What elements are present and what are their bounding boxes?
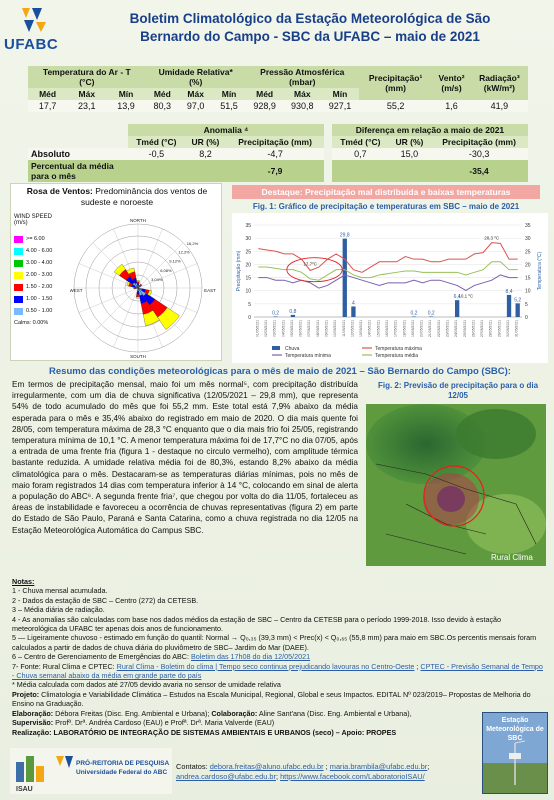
wind-legend-swatch (14, 272, 23, 279)
summary-subheader-1: Máx (67, 88, 106, 100)
anomaly-value-0-1: 8,2 (185, 148, 227, 160)
legend-label-2: Temperatura mínima (285, 353, 331, 359)
summary-value-7: 930,8 (283, 100, 321, 112)
note-star: * Média calculada com dados até 27/05 devido avaria no sensor de umidade relativa (12, 680, 281, 690)
anomaly-label: Anomalia ⁴ (128, 124, 324, 136)
rose-west-label: WEST (70, 288, 83, 293)
temp-line-0 (258, 243, 517, 273)
email-maria[interactable]: maria.brambila@ufabc.edu.br (329, 762, 428, 771)
ufabc-logo (4, 6, 60, 56)
x-tick-10: 11/05/2021 (341, 320, 346, 337)
rose-ring-label-4: 3,04% (151, 276, 163, 282)
anomaly-subheader-row (28, 136, 528, 148)
x-tick-0: 01/05/2021 (255, 320, 260, 337)
rose-south-label: SOUTH (130, 354, 146, 359)
project-label: Projeto: (12, 689, 40, 699)
x-tick-27: 28/05/2021 (488, 320, 493, 337)
diff-value-0-2: -30,3 (430, 148, 528, 160)
project-text: Climatologia e Variabilidade Climática – Estudos na Escala Municipal, Regional, Global e seus Impactos. EDITAL Nº 023/2019– Propostas de Melhoria do Ensino na Graduação. (12, 689, 531, 709)
anomaly-row-absolute (28, 148, 528, 160)
summary-subheader-2: Mín (106, 88, 145, 100)
x-tick-2: 03/05/2021 (272, 320, 277, 337)
tmax-annotation: 17,7ºC (303, 261, 318, 267)
x-tick-19: 20/05/2021 (419, 320, 424, 337)
contacts-label: Contatos: (176, 762, 210, 771)
x-tick-26: 27/05/2021 (480, 320, 485, 337)
y-right-title: Temperatura (°C) (537, 251, 543, 291)
wind-legend-swatch (14, 284, 23, 291)
legend-title-l1: WIND SPEED (14, 214, 53, 220)
sup-text: Profª. Drª. Andréa Cardoso (EAU) e Profª. Drª. Maria Valverde (EAU) (53, 718, 275, 728)
note-6-text: 6 – Centro de Gerenciamento de Emergências do ABC: (12, 652, 191, 662)
x-tick-29: 30/05/2021 (506, 320, 511, 337)
summary-wind: 1,6 (432, 100, 470, 112)
summary-subheader-0: Méd (28, 88, 67, 100)
precip-bar-4 (291, 315, 295, 317)
wind-legend-label: 4.00 - 6.00 (26, 248, 53, 254)
title-line-2: Bernardo do Campo - SBC da UFABC – maio de 2021 (140, 29, 480, 44)
anomaly-value-0-2: -4,7 (226, 148, 324, 160)
diff-label: Diferença em relação a maio de 2021 (332, 124, 528, 136)
anomaly-header-row (28, 124, 528, 136)
y-left-tick-35: 35 (245, 223, 251, 229)
summary-header-l1: Pressão Atmosférica (260, 67, 345, 77)
wind-legend-label: 3.00 - 4.00 (26, 260, 53, 266)
note-7-link-1[interactable]: Rural Clima - Boletim do clima | Tempo seco continua prejudicando lavouras no Centro-Oeste (116, 661, 415, 671)
legend-label-3: Temperatura média (375, 353, 419, 359)
y-left-tick-15: 15 (245, 275, 251, 282)
note-3: 3 – Média diária de radiação. (12, 605, 105, 615)
x-tick-5: 06/05/2021 (298, 320, 303, 337)
anomaly-sub-gap (324, 136, 332, 148)
wind-rose-title (12, 186, 222, 208)
summary-header-l2: (mm) (385, 83, 406, 93)
anomaly-row-percent (28, 160, 528, 182)
notes-section (12, 577, 546, 737)
summary-header-l2: (°C) (79, 77, 95, 87)
anomaly-gap-1 (324, 160, 332, 182)
propes-line-2: Universidade Federal do ABC (76, 769, 168, 776)
wind-legend-label: 2.00 - 3.00 (26, 272, 53, 278)
y-right-tick-15: 15 (525, 275, 531, 282)
x-tick-17: 18/05/2021 (402, 320, 407, 337)
wind-legend-item (14, 305, 52, 317)
wind-legend-item (14, 245, 52, 257)
summary-values-row (28, 100, 528, 112)
precip-bar-20 (429, 316, 433, 317)
facebook-link[interactable]: https://www.facebook.com/LaboratorioISAU/ (280, 772, 425, 781)
rose-ring-label-0: 16,2% (186, 241, 199, 247)
x-tick-14: 15/05/2021 (376, 320, 381, 337)
x-tick-11: 12/05/2021 (350, 320, 355, 337)
summary-subheader-6: Méd (246, 88, 284, 100)
summary-precip: 55,2 (359, 100, 433, 112)
x-tick-18: 19/05/2021 (410, 320, 415, 337)
propes-line-1: PRÓ-REITORIA DE PESQUISA (76, 760, 170, 767)
fig2-forecast-map (366, 404, 546, 566)
summary-header-row (28, 66, 528, 88)
wind-calms: Calms: 0.00% (14, 320, 49, 326)
title-line-1: Boletim Climatológico da Estação Meteorológica de São (129, 11, 491, 26)
bar-data-label-7: 8,4 (505, 288, 513, 295)
station-label: Estação Meteorológica de SBC (486, 717, 544, 742)
x-tick-13: 14/05/2021 (367, 320, 372, 337)
summary-header-l2: (mbar) (289, 77, 316, 87)
bar-data-label-3: 4 (352, 300, 355, 307)
summary-header-1 (146, 66, 246, 88)
summary-radiation: 41,9 (471, 100, 528, 112)
summary-subheader-5: Mín (212, 88, 245, 100)
note-1: 1 - Chuva mensal acumulada. (12, 586, 108, 596)
note-4: 4 - As anomalias são calculadas com base nos dados médios da estação de SBC – Centro da CETESB para o período 1999-2018. Isso devido à estação meteorológica da UFABC ter apenas dois anos de funcionamento. (12, 614, 502, 634)
summary-header-l2: (%) (189, 77, 203, 87)
anomaly-sub-blank (28, 136, 128, 148)
y-right-tick-10: 10 (525, 288, 531, 295)
bar-data-label-8: 5,2 (514, 297, 522, 304)
wind-legend-swatch (14, 308, 23, 315)
wind-legend-label: 0.50 - 1.00 (26, 308, 53, 314)
project-line (12, 690, 546, 709)
wind-rose-title-rest: Predominância dos ventos de sudeste e noroeste (80, 186, 208, 207)
summary-subheader-7: Máx (283, 88, 321, 100)
precip-bar-30 (516, 303, 520, 317)
colab-label: Colaboração: (211, 708, 258, 718)
precip-highlight-banner: Destaque: Precipitação mal distribuída e baixas temperaturas (232, 185, 540, 199)
wind-legend-label: 1.00 - 1.50 (26, 296, 53, 302)
email-debora[interactable]: debora.freitas@aluno.ufabc.edu.br (209, 762, 324, 771)
x-tick-1: 02/05/2021 (263, 320, 268, 337)
summary-value-6: 928,9 (246, 100, 284, 112)
contacts (176, 762, 478, 782)
contacts-sep-1: ; (323, 762, 330, 771)
rose-ring-label-3: 6,08% (160, 267, 172, 273)
ufabc-logo-icon (16, 6, 50, 34)
summary-header-l1: Umidade Relativa* (158, 67, 233, 77)
x-tick-7: 08/05/2021 (315, 320, 320, 337)
fig1-title: Fig. 1: Gráfico de precipitação e temperaturas em SBC – maio de 2021 (252, 202, 520, 211)
diff-value-1-0 (332, 160, 389, 182)
diff-value-0-1: 15,0 (389, 148, 431, 160)
sup-line (12, 718, 546, 727)
x-tick-22: 23/05/2021 (445, 320, 450, 337)
tpeak-annotation: 28,3 ºC (484, 235, 500, 241)
note-2: 2 - Dados da estação de SBC – Centro (272) da CETESB. (12, 595, 199, 605)
y-right-tick-35: 35 (525, 223, 531, 229)
anomaly-row-label-1: Percentual da média para o mês (28, 160, 128, 182)
footer-logos (10, 748, 172, 794)
wind-speed-legend-title (14, 214, 52, 226)
logo-text: UFABC (4, 36, 59, 53)
y-right-tick-20: 20 (525, 262, 531, 269)
anomaly-value-1-0 (128, 160, 185, 182)
bar-data-label-1: 0,8 (289, 308, 297, 315)
summary-title: Resumo das condições meteorológicas para o mês de maio de 2021 – São Bernardo do Campo (SBC): (49, 366, 511, 377)
summary-header-2 (246, 66, 359, 88)
summary-header-l1: Radiação³ (479, 73, 520, 83)
note-6-link[interactable]: Boletim das 17h08 do dia 12/05/2021 (191, 652, 311, 662)
bar-data-label-5: 0,2 (427, 310, 435, 317)
wind-legend-swatch (14, 236, 23, 243)
x-tick-8: 09/05/2021 (324, 320, 329, 337)
wind-legend-label: >= 6.00 (26, 236, 45, 242)
precip-bar-11 (351, 306, 355, 317)
summary-value-0: 17,7 (28, 100, 67, 112)
sup-label: Supervisão: (12, 718, 54, 728)
x-tick-30: 31/05/2021 (514, 320, 519, 337)
rose-ring-label-1: 12,2% (178, 249, 190, 255)
bar-data-label-6: 6,4 (453, 294, 461, 301)
x-tick-6: 07/05/2021 (307, 320, 312, 337)
y-left-tick-25: 25 (245, 249, 251, 256)
anomaly-col-0: Tméd (°C) (128, 136, 185, 148)
tmin-annotation: 10,1 ºC (458, 293, 474, 299)
y-left-tick-20: 20 (245, 262, 251, 269)
page-title (70, 10, 550, 46)
x-tick-15: 16/05/2021 (385, 320, 389, 337)
contacts-sep-3: ; (275, 772, 281, 781)
y-right-tick-25: 25 (525, 249, 531, 256)
wind-legend-item (14, 269, 52, 281)
wind-legend-swatch (14, 248, 23, 255)
y-right-tick-0: 0 (525, 315, 528, 321)
summary-value-4: 97,0 (179, 100, 212, 112)
anomaly-col-1: UR (%) (185, 136, 227, 148)
note-7-prefix: 7- Fonte: Rural Clima e CPTEC: (12, 661, 117, 671)
wind-legend-item (14, 233, 52, 245)
bar-data-label-0: 0,2 (272, 310, 280, 317)
precip-bar-2 (273, 316, 277, 317)
anomaly-value-1-2: -7,9 (226, 160, 324, 182)
summary-value-2: 13,9 (106, 100, 145, 112)
elab-line (12, 709, 546, 718)
y-left-tick-10: 10 (245, 288, 251, 295)
wind-rose-title-bold: Rosa de Ventos: (26, 186, 93, 196)
summary-header-3 (359, 66, 433, 100)
x-tick-4: 05/05/2021 (289, 320, 294, 337)
x-tick-3: 04/05/2021 (281, 320, 286, 337)
x-tick-28: 29/05/2021 (497, 320, 502, 337)
anomaly-value-0-0: -0,5 (128, 148, 185, 160)
colab-text: Aline Sant'ana (Disc. Eng. Ambiental e Urbana), (257, 708, 412, 718)
x-tick-21: 22/05/2021 (436, 320, 441, 337)
x-tick-23: 24/05/2021 (454, 320, 459, 337)
temp-line-1 (258, 275, 517, 291)
note-7-sep: ; (414, 661, 421, 671)
summary-table (28, 66, 528, 112)
x-tick-9: 10/05/2021 (333, 320, 338, 337)
fig2-title: Fig. 2: Previsão de precipitação para o dia 12/05 (377, 381, 539, 400)
note-7-link-2[interactable]: CPTEC - Previsão Semanal de Tempo - Chuva semanal abaixo da média em grande parte do país (12, 661, 543, 681)
x-tick-24: 25/05/2021 (462, 320, 467, 337)
real-label: Realização: (12, 727, 52, 737)
anomaly-value-1-1 (185, 160, 227, 182)
precip-bar-18 (412, 316, 416, 317)
diff-value-1-1 (389, 160, 431, 182)
summary-subheader-4: Máx (179, 88, 212, 100)
x-tick-20: 21/05/2021 (428, 320, 433, 337)
note-5: 5 — Ligeiramente chuvoso - estimado em função do quantil: Normal → Q₀,₃₅ (39,3 mm) < Prec(x) < Q₀,₆₅ (55,8 mm) para maio em SBC.Os percentis mensais foram calculados a partir de dados de chuva diária do pluviômetro de SBC– Jardim do Mar (DAEE). (12, 633, 537, 652)
note-7 (12, 662, 546, 681)
wind-speed-legend (14, 233, 52, 326)
summary-header-l1: Precipitação¹ (368, 73, 423, 83)
rose-east-label: EAST (204, 288, 216, 293)
anomaly-col-2: Precipitação (mm) (226, 136, 324, 148)
y-right-tick-30: 30 (525, 236, 531, 243)
legend-swatch-0 (272, 346, 280, 350)
diff-value-1-2: -35,4 (430, 160, 528, 182)
elab-label: Elaboração: (12, 708, 54, 718)
precip-bar-23 (455, 300, 459, 317)
contacts-sep-2: ; (427, 762, 430, 771)
bar-data-label-4: 0,2 (410, 310, 418, 317)
wind-legend-swatch (14, 260, 23, 267)
legend-title-l2: (m/s) (14, 220, 28, 226)
precip-bar-10 (343, 239, 347, 317)
summary-header-5 (471, 66, 528, 100)
summary-header-l1: Temperatura do Ar - T (42, 67, 131, 77)
real-line (12, 728, 546, 737)
isau-label: ISAU (16, 786, 33, 793)
bar-data-label-2: 29,8 (339, 232, 350, 239)
summary-text: Em termos de precipitação mensal, maio foi um mês normal⁵, com precipitação distribuída irregularmente, com um dia de chuva significativa (12/05/2021 – 29,8 mm), que representa 54% de todo acumulado do mês que foi 55,2 mm. Este total está 7,9% abaixo da média esperada para o mês e 35,4% abaixo do registrado em maio de 2020. O dia mais quente foi 28/05, com temperatura máxima de 28,3 °C enquanto que o dia mais frio foi 25/05, registrando temperatura mínima de 10,1 °C. A menor temperatura máxima foi de 17,7°C no dia 07/05, após a entrada de uma frente fria (figura 1 - destaque no circulo vermelho), com amplitude térmica bastante reduzida. A umidade relativa média foi de 80,3%, estando 8,2% abaixo da média climatológica para o mês. Destacaram-se as temperaturas diárias mínimas, pois no mês de maio foram registrados 14 dias com temperatura inferior à 14 °C, colocando em sinal de alerta a população do ABC⁶. A segunda frente fria⁷, que chegou por volta do dia 11/05, fortaleceu as áreas de instabilidade e favoreceu a ocorrência de chuvas representativas (figura 2) em parte do Estado de São Paulo, Paraná e Santa Catarina, como a chuva registrada no dia 12/05 na Estação Meteorológica Automática do Campus SBC. (12, 380, 358, 535)
header (0, 0, 554, 62)
y-left-tick-5: 5 (248, 301, 251, 308)
fig1-chart (232, 213, 548, 363)
summary-header-l2: (m/s) (441, 83, 462, 93)
rose-north-label: NORTH (130, 218, 146, 223)
wind-rose-chart (70, 212, 220, 360)
y-left-title: Precipitação (mm) (236, 250, 242, 292)
summary-value-8: 927,1 (321, 100, 359, 112)
x-tick-25: 26/05/2021 (471, 320, 476, 337)
summary-header-l1: Vento² (438, 73, 465, 83)
summary-header-4 (432, 66, 470, 100)
anomaly-gap-0 (324, 148, 332, 160)
note-6 (12, 652, 546, 661)
legend-label-1: Temperatura máxima (375, 346, 422, 352)
summary-value-3: 80,3 (146, 100, 179, 112)
summary-value-1: 23,1 (67, 100, 106, 112)
diff-col-1: UR (%) (389, 136, 431, 148)
diff-col-2: Precipitação (mm) (430, 136, 528, 148)
anomaly-row-label-0: Absoluto (28, 148, 128, 160)
y-right-tick-5: 5 (525, 301, 528, 308)
map-credit: Rural Clima (491, 553, 533, 562)
wind-legend-swatch (14, 296, 23, 303)
elab-text: Débora Freitas (Disc. Eng. Ambiental e Urbana); (53, 708, 212, 718)
legend-label-0: Chuva (285, 346, 300, 352)
wind-legend-item (14, 293, 52, 305)
summary-header-l2: (kW/m²) (483, 83, 515, 93)
x-tick-16: 17/05/2021 (393, 320, 398, 337)
notes-heading: Notas: (12, 577, 35, 586)
wind-legend-item (14, 257, 52, 269)
rose-ring-label-2: 9,12% (169, 258, 181, 264)
summary-value-5: 51,5 (212, 100, 245, 112)
x-tick-12: 13/05/2021 (359, 320, 364, 337)
y-left-tick-30: 30 (245, 236, 251, 243)
anomaly-table (28, 124, 528, 182)
email-andrea[interactable]: andrea.cardoso@ufabc.edu.br (176, 772, 276, 781)
precip-bar-29 (507, 295, 511, 317)
real-text: LABORATÓRIO DE INTEGRAÇÃO DE SISTEMAS AMBIENTAIS E URBANOS (seco) – Apoio: PROPES (51, 727, 397, 737)
summary-subheader-8: Mín (321, 88, 359, 100)
summary-subheader-3: Méd (146, 88, 179, 100)
summary-header-0 (28, 66, 146, 88)
wind-legend-label: 1.50 - 2.00 (26, 284, 53, 290)
wind-legend-item (14, 281, 52, 293)
diff-value-0-0: 0,7 (332, 148, 389, 160)
diff-col-0: Tméd (°C) (332, 136, 389, 148)
y-left-tick-0: 0 (248, 315, 251, 321)
rose-spoke-11 (79, 288, 138, 312)
rose-spoke-9 (114, 288, 138, 347)
